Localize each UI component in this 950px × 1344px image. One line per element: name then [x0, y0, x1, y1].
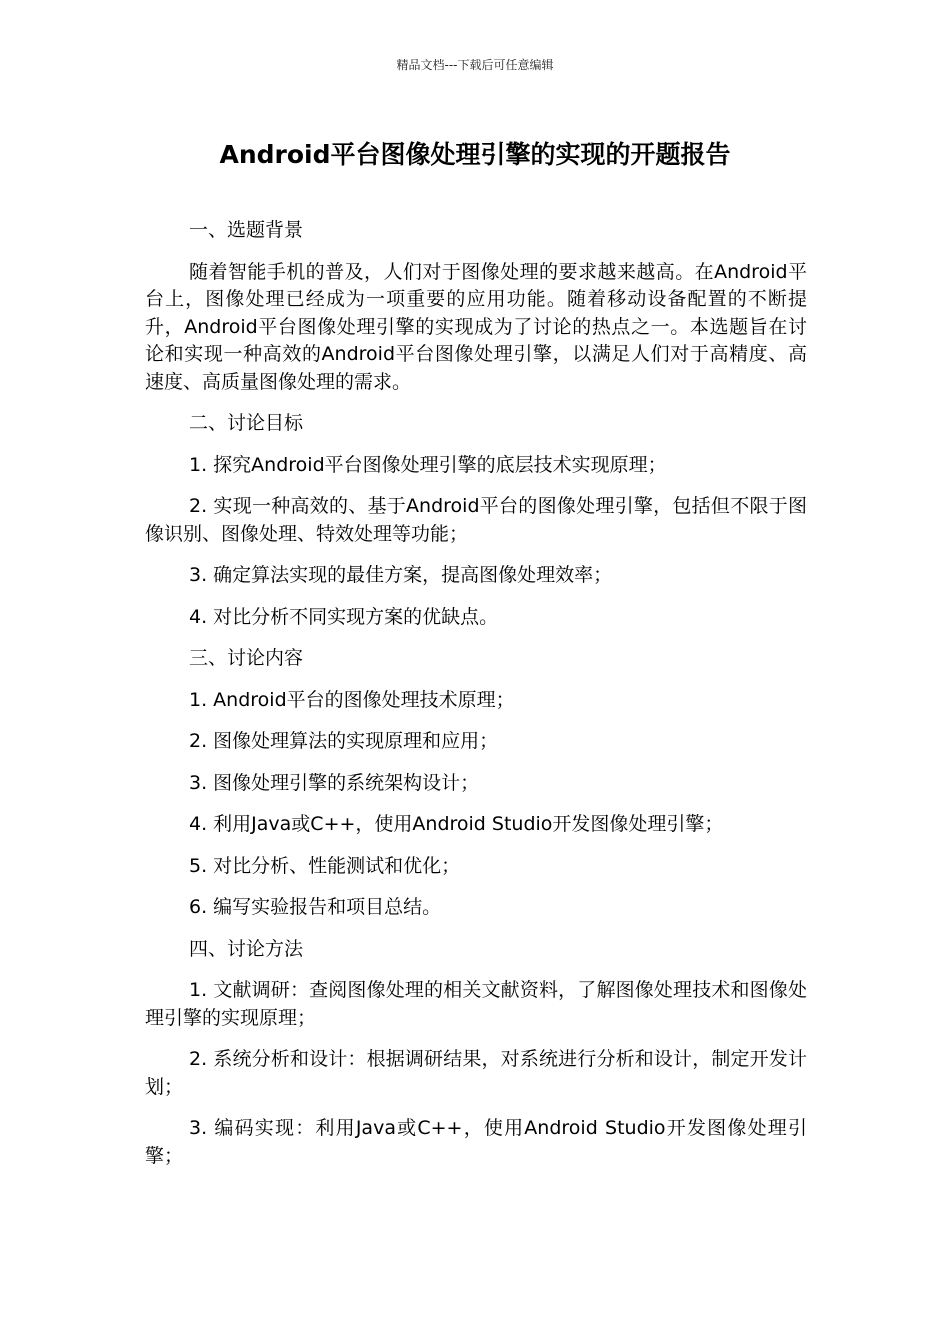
- document-body: [145, 217, 807, 1184]
- list-item: 1. Android平台的图像处理技术原理；: [189, 688, 515, 711]
- section-background: [145, 217, 807, 396]
- section-heading: 四、讨论方法: [189, 937, 304, 960]
- document-title: Android平台图像处理引擎的实现的开题报告: [219, 140, 731, 169]
- section-heading: 三、讨论内容: [189, 647, 304, 669]
- list-item: 3. 编码实现：利用Java或C++，使用Android Studio开发图像处理引擎；: [145, 1117, 807, 1167]
- list-item: 1. 文献调研：查阅图像处理的相关文献资料，了解图像处理技术和图像处理引擎的实现原理；: [145, 979, 807, 1029]
- list-item: 4. 利用Java或C++，使用Android Studio开发图像处理引擎；: [189, 813, 724, 835]
- section-content: [145, 645, 807, 922]
- page-header: 精品文档---下载后可任意编辑: [396, 58, 554, 72]
- list-item: 2. 图像处理算法的实现原理和应用；: [189, 730, 499, 752]
- list-item: 1. 探究Android平台图像处理引擎的底层技术实现原理；: [189, 453, 667, 476]
- section-goals: [145, 410, 807, 631]
- list-item: 5. 对比分析、性能测试和优化；: [189, 854, 461, 877]
- list-item: 2. 系统分析和设计：根据调研结果，对系统进行分析和设计，制定开发计划；: [145, 1048, 807, 1098]
- section-heading: 二、讨论目标: [189, 412, 304, 434]
- list-item: 6. 编写实验报告和项目总结。: [189, 896, 442, 918]
- section-methods: [145, 936, 807, 1171]
- list-item: 3. 确定算法实现的最佳方案，提高图像处理效率；: [189, 564, 613, 586]
- paragraph: 随着智能手机的普及，人们对于图像处理的要求越来越高。在Android平台上，图像处理已经成为一项重要的应用功能。随着移动设备配置的不断提升，Android平台图像处理引擎的实现成为了讨论的热点之一。本选题旨在讨论和实现一种高效的Android平台图像处理引擎，以满足人们对于高精度、高速度、高质量图像处理的需求。: [145, 260, 807, 393]
- section-heading: 一、选题背景: [189, 219, 304, 241]
- list-item: 3. 图像处理引擎的系统架构设计；: [189, 771, 480, 794]
- list-item: 4. 对比分析不同实现方案的优缺点。: [189, 605, 499, 628]
- list-item: 2. 实现一种高效的、基于Android平台的图像处理引擎，包括但不限于图像识别、图像处理、特效处理等功能；: [145, 495, 807, 545]
